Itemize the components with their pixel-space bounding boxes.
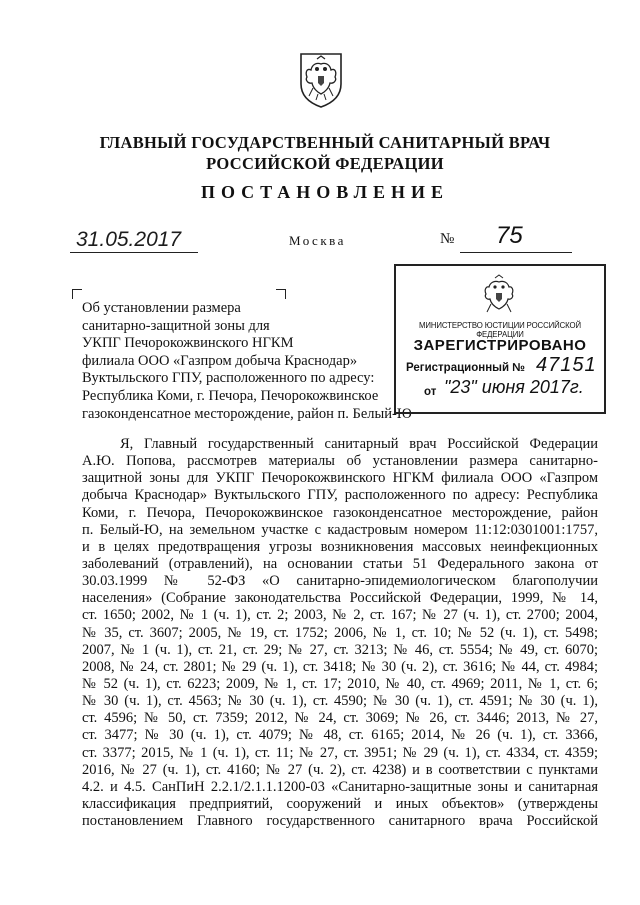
document-type: ПОСТАНОВЛЕНИЕ [200,182,450,202]
document-number: 75 [496,222,523,249]
body-line: ст. 3477; № 30 (ч. 1), ст. 4079; № 48, ст. 6165; 2014, № 26 (ч. 1), ст. 3366, [82,727,598,744]
subject-line: УКПГ Печорокожвинского НГКМ [82,335,294,352]
document-subject [82,300,422,423]
subject-line: санитарно-защитной зоны для [82,317,270,334]
issuing-authority [60,132,590,174]
body-line: Коми, г. Печора, Печорокожвинское газоконденсатное месторождение, район [82,504,598,521]
document-body [82,436,598,830]
stamp-registration-number: 47151 [536,354,597,376]
subject-line: Вуктыльского ГПУ, расположенного по адресу: [82,370,375,387]
stamp-registered: ЗАРЕГИСТРИРОВАНО [413,337,587,354]
subject-line: газоконденсатное месторождение, район п. Белый-Ю [82,405,412,422]
subject-bracket-right [276,289,286,299]
authority-line-1: ГЛАВНЫЙ ГОСУДАРСТВЕННЫЙ САНИТАРНЫЙ ВРАЧ [99,133,551,152]
body-line: ст. 1650; 2002, № 1 (ч. 1), ст. 2; 2003, № 2, ст. 167; № 27 (ч. 1), ст. 2700; 2004, [82,607,598,624]
subject-line: филиала ООО «Газпром добыча Краснодар» [82,352,358,369]
body-line: п. Белый-Ю, на земельном участке с кадастровым номером 11:12:0301001:1757, [82,521,598,538]
body-line: постановлением Главного государственного санитарного врача Российской [82,813,598,830]
subject-line: Республика Коми, г. Печора, Печорокожвинское [82,387,379,404]
body-line: 2007, № 1 (ч. 1), ст. 21, ст. 29; № 27, ст. 3213; № 46, ст. 5554; № 49, ст. 6070; [82,641,598,658]
document-city: Москва [289,233,346,248]
body-line: классификация предприятий, сооружений и иных объектов» (утверждены [82,795,598,812]
number-underline [460,252,572,253]
registration-stamp [394,264,606,414]
authority-line-2: РОССИЙСКОЙ ФЕДЕРАЦИИ [206,154,444,173]
body-line: № 30 (ч. 1), ст. 4563; № 30 (ч. 1), ст. 4590; № 30 (ч. 1), ст. 4591; № 30 (ч. 1), [82,693,598,710]
body-line: ст. 3377; 2015, № 1 (ч. 1), ст. 11; № 27, ст. 3951; № 29 (ч. 1), ст. 4334, ст. 4359; [82,744,598,761]
coat-of-arms-emblem [296,50,346,110]
stamp-ministry: МИНИСТЕРСТВО ЮСТИЦИИ РОССИЙСКОЙ ФЕДЕРАЦИИ [419,321,581,339]
body-line: и в целях предотвращения угрозы возникновения массовых неинфекционных [82,538,598,555]
number-label: № [440,231,455,247]
body-line: добыча Краснодар» Вуктыльского ГПУ, расположенного по адресу: Республика [82,487,598,504]
stamp-registration-label: Регистрационный № [406,362,526,374]
document-date: 31.05.2017 [76,228,182,251]
body-line: № 35, ст. 3607; 2005, № 19, ст. 1752; 2006, № 1, ст. 10; № 52 (ч. 1), ст. 5498; [82,624,598,641]
body-line: ст. 4596; № 50, ст. 7359; 2012, № 24, ст. 3069; № 26, ст. 3446; 2013, № 27, [82,710,598,727]
body-line: А.Ю. Попова, рассмотрев материалы об установлении размера санитарно- [82,453,598,470]
body-line: защитной зоны для УКПГ Печорокожвинского НГКМ филиала ООО «Газпром [82,470,598,487]
stamp-registration-date: "23" июня 2017г. [444,377,584,397]
date-underline [70,252,198,253]
body-line: заболеваний (отравлений), на основании статьи 51 Федерального закона от [82,555,598,572]
stamp-from-label: от [424,386,437,398]
body-line: Я, Главный государственный санитарный врач Российской Федерации [120,436,598,452]
body-line: № 52 (ч. 1), ст. 6223; 2009, № 1, ст. 17; 2010, № 40, ст. 4969; 2011, № 1, ст. 6; [82,675,598,692]
subject-line: Об установлении размера [82,300,241,316]
stamp-emblem-icon [480,274,518,318]
body-line: 4.2. и 4.5. СанПиН 2.2.1/2.1.1.1200-03 «Санитарно-защитные зоны и санитарная [82,778,598,795]
body-line: 30.03.1999 № 52-ФЗ «О санитарно-эпидемиологическом благополучии [82,573,598,590]
body-line: 2016, № 27 (ч. 1), ст. 4160; № 27 (ч. 2), ст. 4238) и в соответствии с пунктами [82,761,598,778]
subject-bracket-left [72,289,82,299]
body-line: 2008, № 24, ст. 2801; № 29 (ч. 1), ст. 3418; № 30 (ч. 2), ст. 3616; № 44, ст. 4984; [82,658,598,675]
body-line: населения» (Собрание законодательства Российской Федерации, 1999, № 14, [82,590,598,607]
